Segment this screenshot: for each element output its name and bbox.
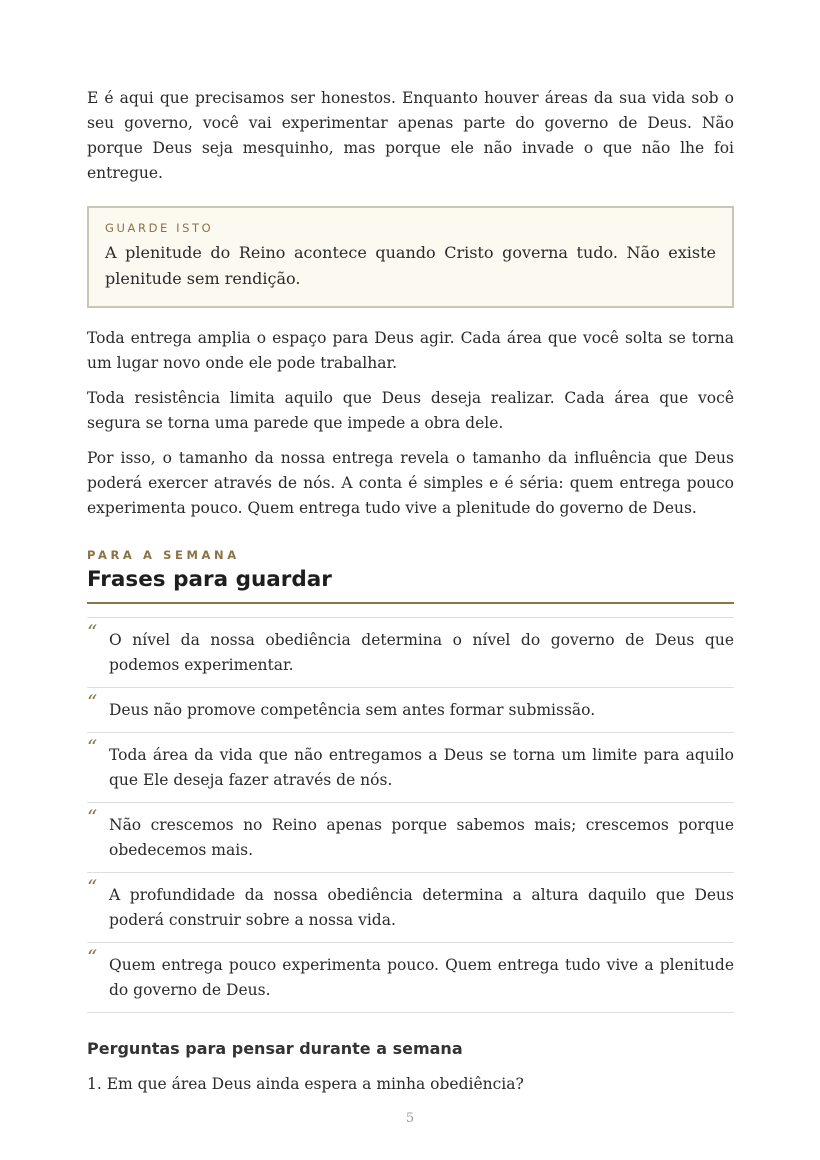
body-paragraph: Toda resistência limita aquilo que Deus deseja realizar. Cada área que você segura se torna uma parede que impede a obra dele. — [87, 389, 734, 432]
callout-label: GUARDE ISTO — [105, 221, 214, 235]
body-paragraph: Por isso, o tamanho da nossa entrega revela o tamanho da influência que Deus poderá exercer através de nós. A conta é simples e é séria: quem entrega pouco experimenta pouco. Quem entrega tudo vive a plenitude do governo de Deus. — [87, 449, 734, 517]
quote-item — [87, 618, 734, 688]
quote-text: Deus não promove competência sem antes formar submissão. — [109, 701, 596, 719]
quote-text: A profundidade da nossa obediência determina a altura daquilo que Deus poderá construir sobre a nossa vida. — [109, 886, 734, 929]
section-kicker: PARA A SEMANA — [87, 548, 240, 562]
quote-mark-icon: “ — [87, 690, 98, 714]
quote-item — [87, 803, 734, 873]
page-number: 5 — [405, 1111, 415, 1126]
quote-mark-icon: “ — [87, 735, 98, 759]
quote-text: Não crescemos no Reino apenas porque sabemos mais; crescemos porque obedecemos mais. — [109, 816, 734, 859]
question-item: 1. Em que área Deus ainda espera a minha obediência? — [87, 1075, 524, 1093]
section-title: Frases para guardar — [87, 567, 734, 604]
quote-item — [87, 873, 734, 943]
quote-text: O nível da nossa obediência determina o nível do governo de Deus que podemos experimentar. — [109, 631, 734, 674]
callout-text: A plenitude do Reino acontece quando Cristo governa tudo. Não existe plenitude sem rendição. — [105, 243, 716, 288]
quote-mark-icon: “ — [87, 875, 98, 899]
quote-item — [87, 943, 734, 1013]
quote-text: Quem entrega pouco experimenta pouco. Quem entrega tudo vive a plenitude do governo de Deus. — [109, 956, 734, 999]
quotes-list — [87, 617, 734, 1013]
quote-mark-icon: “ — [87, 620, 98, 644]
guarde-isto-callout — [87, 206, 734, 308]
intro-paragraph: E é aqui que precisamos ser honestos. Enquanto houver áreas da sua vida sob o seu governo, você vai experimentar apenas parte do governo de Deus. Não porque Deus seja mesquinho, mas porque ele não invade o que não lhe foi entregue. — [87, 89, 734, 182]
quote-mark-icon: “ — [87, 945, 98, 969]
quote-item — [87, 688, 734, 733]
body-paragraph: Toda entrega amplia o espaço para Deus agir. Cada área que você solta se torna um lugar novo onde ele pode trabalhar. — [87, 329, 734, 372]
quote-text: Toda área da vida que não entregamos a Deus se torna um limite para aquilo que Ele deseja fazer através de nós. — [109, 746, 734, 789]
quote-item — [87, 733, 734, 803]
quote-mark-icon: “ — [87, 805, 98, 829]
questions-title: Perguntas para pensar durante a semana — [87, 1039, 463, 1058]
page-content — [87, 86, 734, 1097]
